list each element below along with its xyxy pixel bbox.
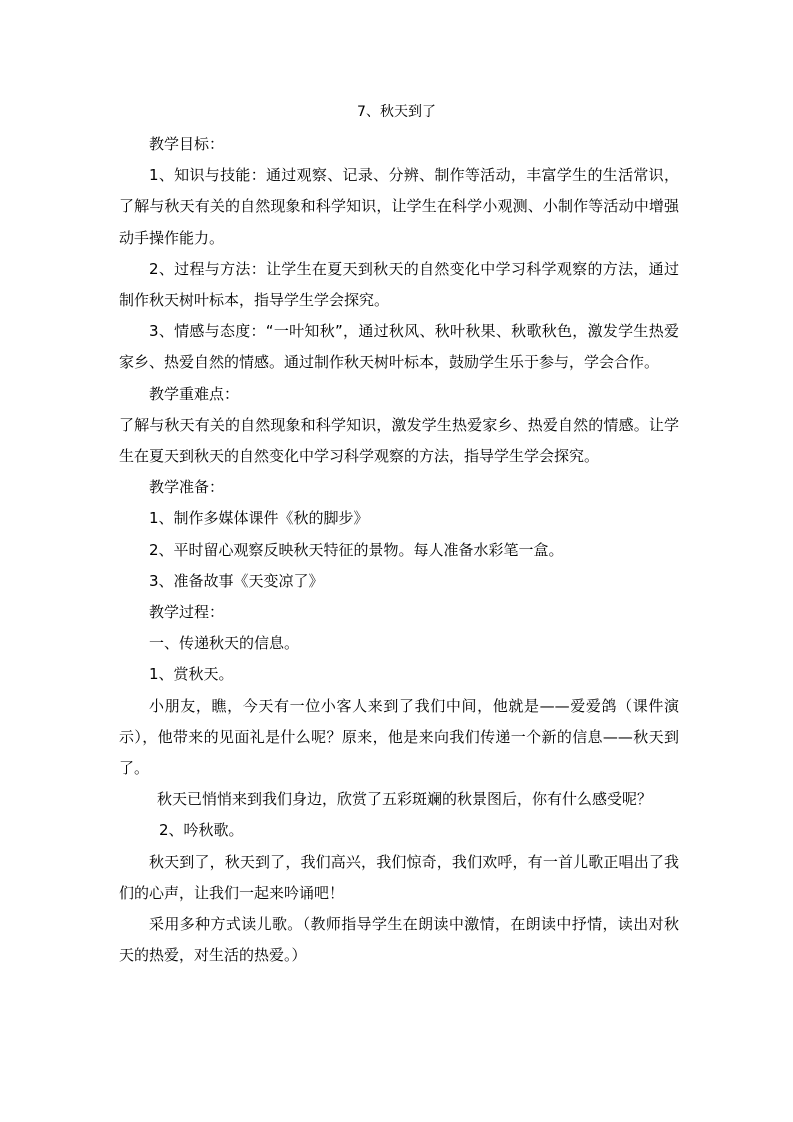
key-points-text: 了解与秋天有关的自然现象和科学知识，激发学生热爱家乡、热爱自然的情感。让学生在夏天到秋天的自然变化中学习科学观察的方法，指导学生学会探究。 (119, 415, 679, 466)
process-question-text: 秋天已悄悄来到我们身边，欣赏了五彩斑斓的秋景图后，你有什么感受呢？ (157, 790, 653, 809)
preparation-item-3: 3、准备故事《天变凉了》 (149, 571, 324, 590)
process-step-appreciate: 1、赏秋天。 (149, 665, 234, 684)
document-body (119, 129, 679, 971)
heading-process: 教学过程： (149, 603, 225, 622)
process-intro-text: 小朋友，瞧，今天有一位小客人来到了我们中间，他就是——爱爱鸽（课件演示），他带来的见面礼是什么呢？原来，他是来向我们传递一个新的信息——秋天到了。 (119, 696, 679, 778)
process-song-text: 秋天到了，秋天到了，我们高兴，我们惊奇，我们欢呼，有一首儿歌正唱出了我们的心声，让我们一起来吟诵吧！ (119, 852, 679, 902)
process-step-recite: 2、吟秋歌。 (159, 821, 244, 840)
goal-process-method: 2、过程与方法：让学生在夏天到秋天的自然变化中学习科学观察的方法，通过制作秋天树叶标本，指导学生学会探究。 (119, 259, 679, 310)
goal-emotion-attitude: 3、情感与态度：“一叶知秋”，通过秋风、秋叶秋果、秋歌秋色，激发学生热爱家乡、热爱自然的情感。通过制作秋天树叶标本，鼓励学生乐于参与，学会合作。 (119, 322, 679, 372)
process-reading-text: 采用多种方式读儿歌。（教师指导学生在朗读中激情，在朗读中抒情，读出对秋天的热爱，对生活的热爱。） (119, 915, 679, 965)
goal-knowledge-skills: 1、知识与技能：通过观察、记录、分辨、制作等活动，丰富学生的生活常识，了解与秋天有关的自然现象和科学知识，让学生在科学小观测、小制作等活动中增强动手操作能力。 (119, 166, 679, 247)
process-section-1: 一、传递秋天的信息。 (149, 634, 300, 653)
preparation-item-2: 2、平时留心观察反映秋天特征的景物。每人准备水彩笔一盒。 (149, 540, 564, 559)
heading-preparation: 教学准备： (149, 478, 225, 497)
document-title: 7、秋天到了 (357, 104, 436, 120)
preparation-item-1: 1、制作多媒体课件《秋的脚步》 (149, 509, 369, 528)
heading-teaching-goals: 教学目标： (149, 135, 225, 153)
heading-key-points: 教学重难点： (149, 384, 240, 403)
